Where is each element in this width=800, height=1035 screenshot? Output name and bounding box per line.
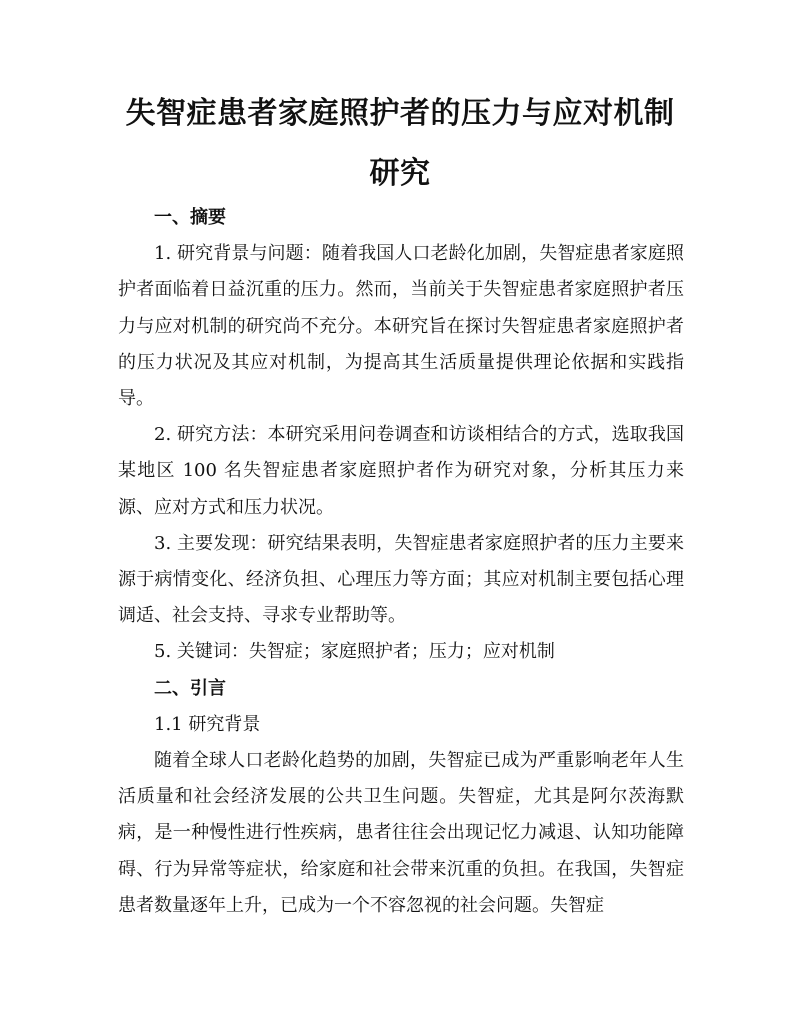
intro-heading: 二、引言 [154, 677, 226, 699]
abstract-item-background: 1. 研究背景与问题：随着我国人口老龄化加剧，失智症患者家庭照护者面临着日益沉重的压力。然而，当前关于失智症患者家庭照护者压力与应对机制的研究尚不充分。本研究旨在探讨失智症患者家庭照护者的压力状况及其应对机制，为提高其生活质量提供理论依据和实践指导。 [118, 243, 684, 410]
abstract-item-findings: 3. 主要发现：研究结果表明，失智症患者家庭照护者的压力主要来源于病情变化、经济负担、心理压力等方面；其应对机制主要包括心理调适、社会支持、寻求专业帮助等。 [118, 532, 684, 627]
document-body [118, 200, 684, 924]
abstract-item-keywords: 5. 关键词：失智症；家庭照护者；压力；应对机制 [154, 641, 555, 663]
abstract-item-methods: 2. 研究方法：本研究采用问卷调查和访谈相结合的方式，选取我国某地区 100 名失智症患者家庭照护者作为研究对象，分析其压力来源、应对方式和压力状况。 [118, 424, 684, 518]
intro-paragraph: 随着全球人口老龄化趋势的加剧，失智症已成为严重影响老年人生活质量和社会经济发展的公共卫生问题。失智症，尤其是阿尔茨海默病，是一种慢性进行性疾病，患者往往会出现记忆力减退、认知功能障碍、行为异常等症状，给家庭和社会带来沉重的负担。在我国，失智症患者数量逐年上升，已成为一个不容忽视的社会问题。失智症 [118, 750, 684, 916]
subsection-heading-background: 1.1 研究背景 [154, 713, 261, 735]
abstract-heading: 一、摘要 [154, 207, 226, 228]
document-title: 失智症患者家庭照护者的压力与应对机制研究 [125, 96, 675, 191]
